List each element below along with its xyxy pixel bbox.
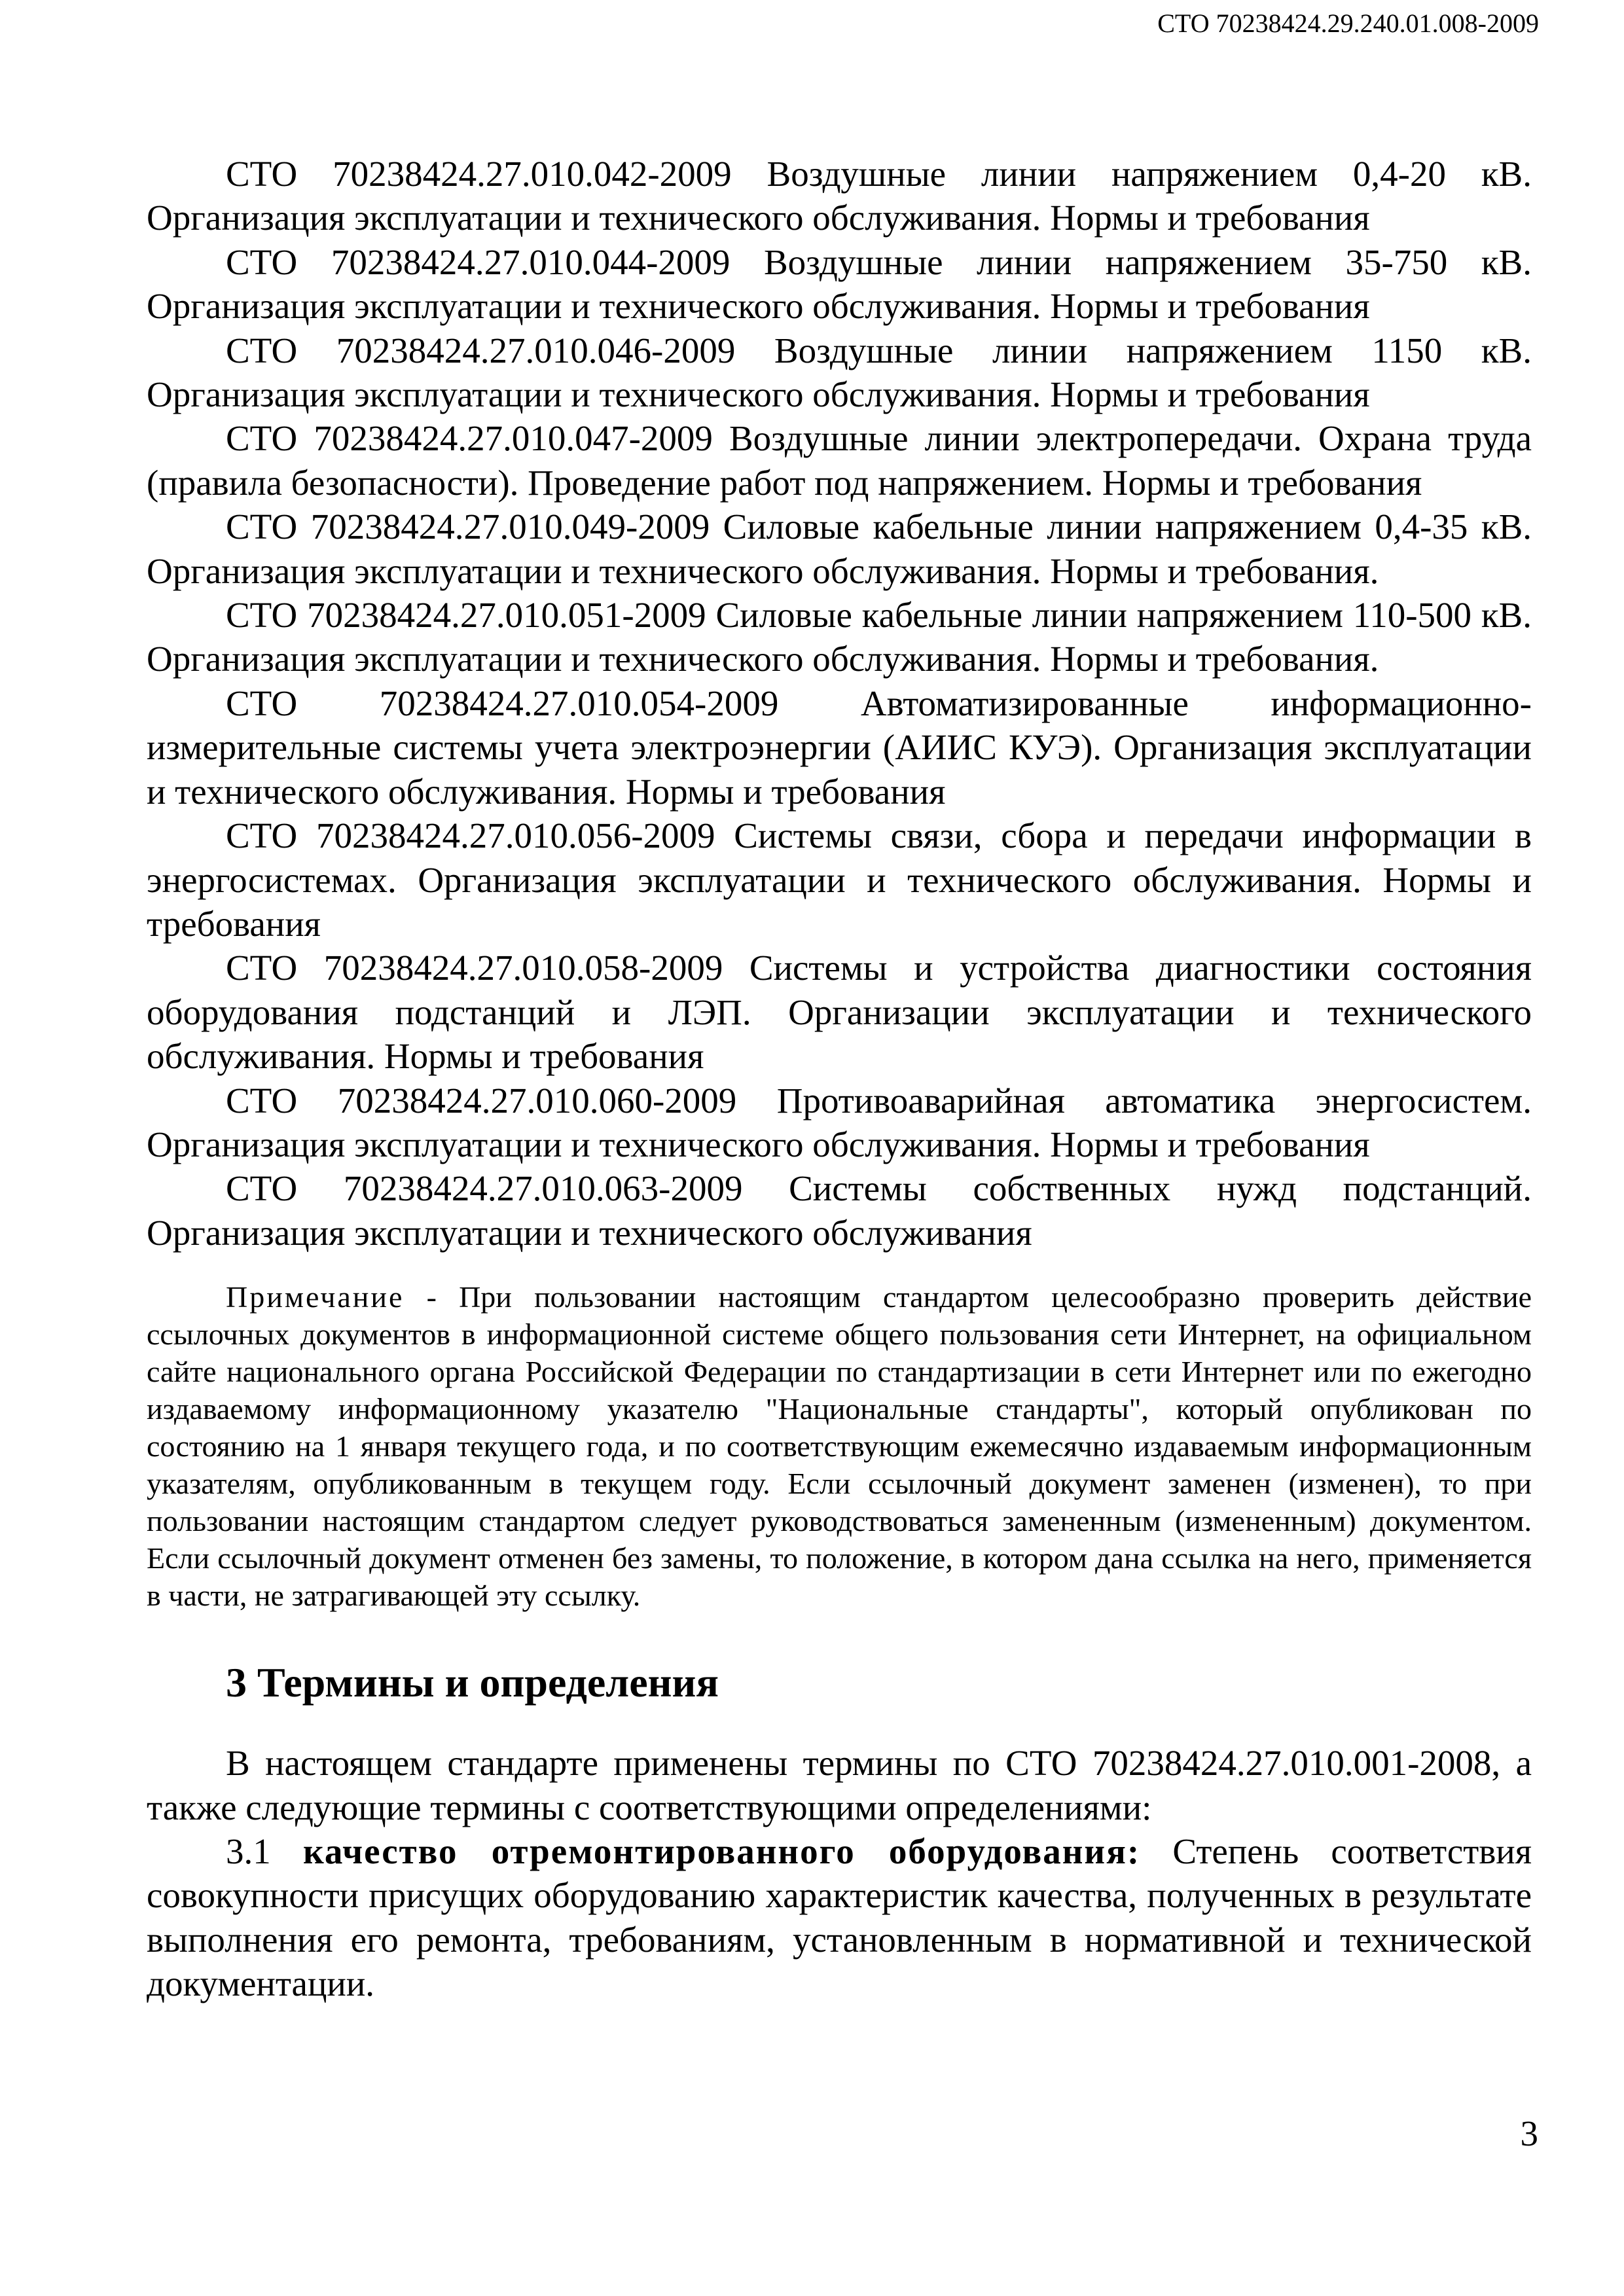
reference-item: СТО 70238424.27.010.047-2009 Воздушные линии электропередачи. Охрана труда (правила безопасности). Проведение работ под напряжением. Нормы и требования (147, 418, 1532, 503)
reference-item: СТО 70238424.27.010.049-2009 Силовые кабельные линии напряжением 0,4-35 кВ. Организация эксплуатации и технического обслуживания. Нормы и требования. (147, 507, 1532, 591)
section-content (147, 1741, 1532, 2005)
reference-item: СТО 70238424.27.010.060-2009 Противоаварийная автоматика энергосистем. Организация эксплуатации и технического обслуживания. Нормы и требования (147, 1080, 1532, 1164)
reference-item: СТО 70238424.27.010.046-2009 Воздушные линии напряжением 1150 кВ. Организация эксплуатации и технического обслуживания. Нормы и требования (147, 330, 1532, 415)
reference-item: СТО 70238424.27.010.054-2009 Автоматизированные информационно-измерительные системы учета электроэнергии (АИИС КУЭ). Организация эксплуатации и технического обслуживания. Нормы и требования (147, 683, 1532, 812)
note-paragraph (147, 1278, 1532, 1614)
reference-item: СТО 70238424.27.010.058-2009 Системы и устройства диагностики состояния оборудования подстанций и ЛЭП. Организации эксплуатации и технического обслуживания. Нормы и требования (147, 948, 1532, 1077)
term-number: 3.1 (226, 1831, 271, 1871)
reference-list (147, 152, 1532, 1255)
reference-item: СТО 70238424.27.010.042-2009 Воздушные линии напряжением 0,4-20 кВ. Организация эксплуатации и технического обслуживания. Нормы и требования (147, 154, 1532, 238)
note-text: - При пользовании настоящим стандартом целесообразно проверить действие ссылочных документов в информационной системе общего пользования сети Интернет, на официальном сайте национального органа Российской Федерации по стандартизации в сети Интернет или по ежегодно издаваемому информационному указателю "Национальные стандарты", который опубликован по состоянию на 1 января текущего года, и по соответствующим ежемесячно издаваемым информационным указателям, опубликованным в текущем году. Если ссылочный документ заменен (изменен), то при пользовании настоящим стандартом следует руководствоваться замененным (измененным) документом. Если ссылочный документ отменен без замены, то положение, в котором дана ссылка на него, применяется в части, не затрагивающей эту ссылку. (147, 1280, 1532, 1613)
section-title: 3 Термины и определения (226, 1659, 719, 1706)
note-label: Примечание (226, 1280, 405, 1314)
term-definition (147, 1829, 1532, 2006)
term-definition-text: Степень соответствия совокупности присущих оборудованию характеристик качества, полученных в результате выполнения его ремонта, требованиям, установленным в нормативной и технической документации. (147, 1831, 1532, 2004)
reference-item: СТО 70238424.27.010.063-2009 Системы собственных нужд подстанций. Организация эксплуатации и технического обслуживания (147, 1168, 1532, 1253)
document-code-header: СТО 70238424.29.240.01.008-2009 (1157, 9, 1539, 38)
reference-item: СТО 70238424.27.010.051-2009 Силовые кабельные линии напряжением 110-500 кВ. Организация эксплуатации и технического обслуживания. Нормы и требования. (147, 595, 1532, 679)
section-intro: В настоящем стандарте применены термины по СТО 70238424.27.010.001-2008, а также следующие термины с соответствующими определениями: (147, 1743, 1532, 1827)
page-number: 3 (1520, 2113, 1538, 2153)
reference-item: СТО 70238424.27.010.044-2009 Воздушные линии напряжением 35-750 кВ. Организация эксплуатации и технического обслуживания. Нормы и требования (147, 242, 1532, 327)
term-name: качество отремонтированного оборудования: (302, 1831, 1141, 1871)
reference-item: СТО 70238424.27.010.056-2009 Системы связи, сбора и передачи информации в энергосистемах. Организация эксплуатации и технического обслуживания. Нормы и требования (147, 816, 1532, 944)
page-body (147, 152, 1532, 2006)
